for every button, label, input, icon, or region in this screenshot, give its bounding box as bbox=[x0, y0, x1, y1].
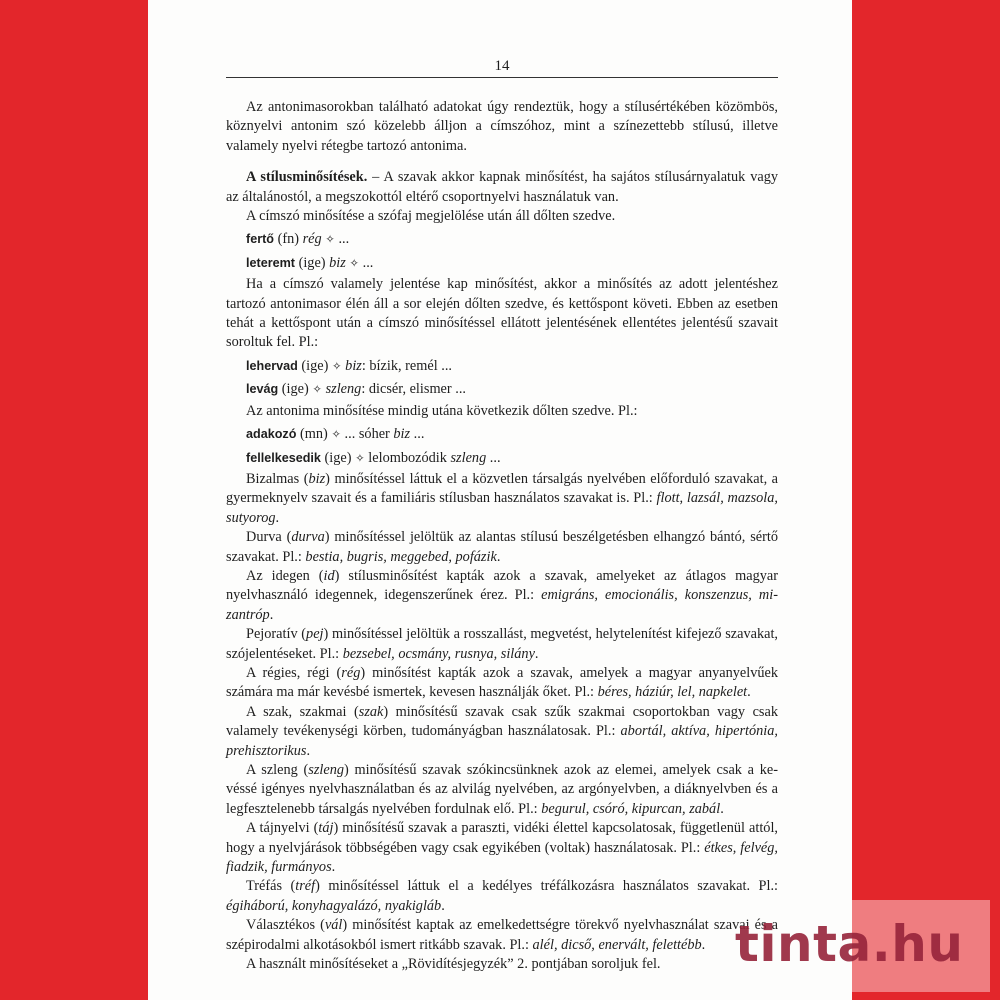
headword: levág bbox=[246, 382, 279, 397]
part-of-speech: (ige) bbox=[278, 381, 313, 398]
category-paragraph bbox=[226, 528, 778, 567]
category-text: . bbox=[331, 859, 336, 876]
category-text: . bbox=[720, 800, 724, 817]
category-text: A szleng ( bbox=[246, 762, 309, 778]
headword: adakozó bbox=[246, 427, 297, 442]
entry-rest: : dicsér, elismer ... bbox=[361, 381, 466, 398]
category-paragraph bbox=[226, 877, 778, 916]
category-examples: begurul, csóró, kipurcan, zabál bbox=[541, 800, 721, 817]
part-of-speech: (fn) bbox=[274, 231, 303, 248]
example-entry bbox=[246, 380, 778, 399]
category-examples: béres, háziúr, lel, napkelet bbox=[597, 684, 748, 701]
category-qualifier: táj bbox=[318, 820, 334, 837]
category-examples: égiháború, konyhagyalázó, nyakigláb bbox=[226, 897, 442, 914]
headword: lehervad bbox=[246, 358, 298, 373]
category-text: A szak, szakmai ( bbox=[246, 703, 359, 720]
category-text: Az idegen ( bbox=[246, 567, 324, 584]
entry-rest: ... bbox=[359, 254, 374, 271]
category-paragraph bbox=[226, 703, 778, 761]
entry-rest: : bízik, remél ... bbox=[361, 357, 452, 374]
antonym-diamond-icon: ✧ bbox=[331, 427, 341, 442]
category-paragraph bbox=[226, 819, 778, 877]
category-text: ) minősítésű szavak a paraszti, vidéki élettel kapcsolatosak, függetlenül attól, hogy a nyelvjárások többségében vagy csak egyikében (voltak) használatosak. Pl.: bbox=[226, 820, 778, 856]
headword: fellelkesedik bbox=[246, 450, 321, 465]
intro-paragraph: Az antonimasorokban található adatokat úgy rendeztük, hogy a stílusértékében közömbös, köznyelvi antonim szó közelebb álljon a címszóhoz, mint a színezettebb stílusú, illetve valamely nyelvi rétegbe tartozó antonima. bbox=[226, 99, 778, 154]
left-red-band bbox=[0, 0, 148, 1000]
category-text: . bbox=[269, 606, 274, 623]
section-heading-text: – A szavak akkor kapnak minősítést, ha sajátos stílusárnyalatuk vagy az általánostól, a megszokottól eltérő csoportnyelvi használatuk van. bbox=[226, 169, 778, 205]
category-examples: flott, lazsál, mazsola, sutyorog bbox=[226, 490, 778, 526]
category-text: Durva ( bbox=[246, 529, 292, 546]
category-text: . bbox=[441, 897, 445, 914]
page-number: 14 bbox=[494, 58, 510, 74]
entry-rest: ... bbox=[410, 426, 425, 443]
category-text: . bbox=[496, 548, 501, 565]
part-of-speech: (mn) bbox=[296, 426, 332, 443]
part-of-speech: (ige) bbox=[297, 357, 332, 374]
antonym-diamond-icon: ✧ bbox=[325, 232, 335, 247]
category-qualifier: pej bbox=[306, 626, 324, 643]
category-text: . bbox=[534, 645, 539, 662]
category-text: . bbox=[275, 509, 280, 526]
category-text: A régies, régi ( bbox=[246, 664, 342, 681]
category-examples: emigráns, emocionális, konszenzus, mizantróp bbox=[226, 587, 778, 623]
category-qualifier: szak bbox=[358, 703, 384, 720]
category-qualifier: durva bbox=[291, 529, 325, 546]
category-qualifier: id bbox=[323, 567, 335, 584]
part-of-speech: (ige) bbox=[320, 449, 356, 466]
category-paragraph bbox=[226, 470, 778, 528]
category-paragraph bbox=[226, 625, 778, 664]
antonym-diamond-icon: ✧ bbox=[355, 450, 365, 465]
category-paragraph bbox=[226, 567, 778, 625]
category-qualifier: tréf bbox=[295, 878, 316, 895]
category-qualifier: biz bbox=[308, 470, 326, 487]
category-text: ) minősítést kapták azok a szavak, amelyek a magyar anyanyelvűek számára ma már kevésbé ismertek, kevesen használják őket. Pl.: bbox=[226, 664, 778, 701]
category-examples: alél, dicső, enervált, felettébb bbox=[532, 936, 702, 953]
category-qualifier: szleng bbox=[308, 762, 345, 778]
right-red-band bbox=[852, 0, 1000, 1000]
antonym-diamond-icon: ✧ bbox=[331, 358, 342, 373]
category-paragraph bbox=[226, 916, 778, 955]
category-text: Választékos ( bbox=[246, 917, 325, 934]
antonym-qualifier-paragraph: Az antonima minősítése mindig utána következik dőlten szedve. Pl.: bbox=[246, 402, 638, 419]
category-text: . bbox=[306, 742, 311, 759]
style-qualifier: biz bbox=[345, 357, 362, 374]
part-of-speech: (ige) bbox=[295, 254, 330, 271]
example-entry bbox=[246, 449, 778, 468]
category-qualifier: rég bbox=[341, 664, 361, 681]
entry-rest: ... bbox=[334, 231, 350, 248]
category-text: Pejoratív ( bbox=[246, 626, 307, 643]
category-text: ) minősítést kaptak az emelkedettségre törekvő nyelvhasználat szavai és a szépirodalmi alkotásokból ismert ritkább szavak. Pl.: bbox=[226, 917, 778, 953]
entry-rest: ... bbox=[486, 449, 501, 466]
category-text: ) minősítéssel jelöltük a rosszallást, megvetést, helytelenítést kifejező szavakat, szójelentéseket. Pl.: bbox=[226, 626, 778, 662]
category-text: Bizalmas ( bbox=[246, 470, 309, 487]
category-examples: abortál, aktíva, hipertónia, prehisztorikus bbox=[226, 723, 778, 759]
headword: leteremt bbox=[246, 255, 295, 270]
header-rule bbox=[226, 77, 778, 78]
antonym-diamond-icon: ✧ bbox=[349, 255, 360, 270]
example-entry bbox=[246, 425, 778, 444]
style-qualifier: biz bbox=[393, 426, 411, 443]
category-text: ) minősítéssel jelöltük az alantas stílusú beszélgetésben elhangzó bántó, sértő szavakat. Pl.: bbox=[226, 529, 778, 565]
example-entry bbox=[246, 357, 778, 376]
category-examples: bezsebel, ocsmány, rusnya, silány bbox=[342, 645, 535, 662]
category-text: . bbox=[701, 936, 706, 953]
antonym-diamond-icon: ✧ bbox=[312, 382, 322, 397]
sense-qualifier-paragraph: Ha a címszó valamely jelentése kap minősítést, akkor a minősítés az adott jelentéshez tartozó antonimasor élén áll a sor elején dőlten szedve, és kettőspont követi. Ebben az esetben tehát a kettőspont után a címszó minősítéssel ellátott jelentésének ellentétes jelentésű szavait soroltuk fel. Pl.: bbox=[226, 276, 778, 351]
example-entry bbox=[246, 254, 778, 273]
category-qualifier: vál bbox=[324, 917, 343, 934]
category-text: ) stílusminősítést kapták azok a szavak, amelyeket az átlagos magyar nyelvhasználó idegennek, idegenszerűnek érez. Pl.: bbox=[226, 567, 778, 604]
style-qualifier: rég bbox=[302, 231, 322, 248]
category-text: ) minősítésű szavak szókincsünknek azok az elemei, amelyek csak a kevéssé igényes nyelvhasználatban és az alvilág nyelvében, az argónyelvben, a diáknyelvben és a legfesztelenebb társalgás nyelvében fordulnak elő. Pl.: bbox=[226, 762, 778, 817]
style-qualifier: biz bbox=[329, 254, 346, 271]
category-text: ) minősítésű szavak csak szűk szakmai csoportokban vagy csak valamely tevékenységi körben, tudományágban használatosak. Pl.: bbox=[226, 703, 778, 740]
category-text: A tájnyelvi ( bbox=[246, 820, 319, 837]
category-text: ) minősítéssel láttuk el a kedélyes tréfálkozásra használatos szavakat. Pl.: bbox=[315, 878, 779, 895]
category-examples: bestia, bugris, meggebed, pofázik bbox=[305, 548, 497, 565]
headword: fertő bbox=[246, 232, 274, 247]
category-examples: étkes, felvég, fiadzik, furmányos bbox=[226, 839, 778, 876]
category-text: . bbox=[747, 684, 751, 701]
section-heading-paragraph bbox=[226, 168, 778, 207]
page-content bbox=[226, 98, 778, 974]
headword-qualifier-paragraph: A címszó minősítése a szófaj megjelölése után áll dőlten szedve. bbox=[246, 208, 616, 225]
category-paragraph bbox=[226, 761, 778, 819]
section-heading: A stílusminősítések. bbox=[246, 169, 368, 186]
style-qualifier: szleng bbox=[325, 381, 362, 398]
example-entry bbox=[246, 230, 778, 249]
style-qualifier: szleng bbox=[450, 449, 487, 466]
closing-paragraph: A használt minősítéseket a „Rövidítésjegyzék” 2. pontjában soroljuk fel. bbox=[246, 956, 661, 973]
entry-antonym: lelombozódik bbox=[364, 449, 451, 466]
category-paragraph bbox=[226, 664, 778, 703]
watermark-logo: tinta.hu bbox=[735, 915, 964, 973]
entry-antonym: ... sóher bbox=[340, 426, 394, 443]
category-text: Tréfás ( bbox=[246, 878, 296, 895]
category-text: ) minősítéssel láttuk el a közvetlen társalgás nyelvében előforduló szavakat, a gyermeknyelv szavait és a familiáris stílusban használatos szavakat is. Pl.: bbox=[226, 470, 778, 507]
